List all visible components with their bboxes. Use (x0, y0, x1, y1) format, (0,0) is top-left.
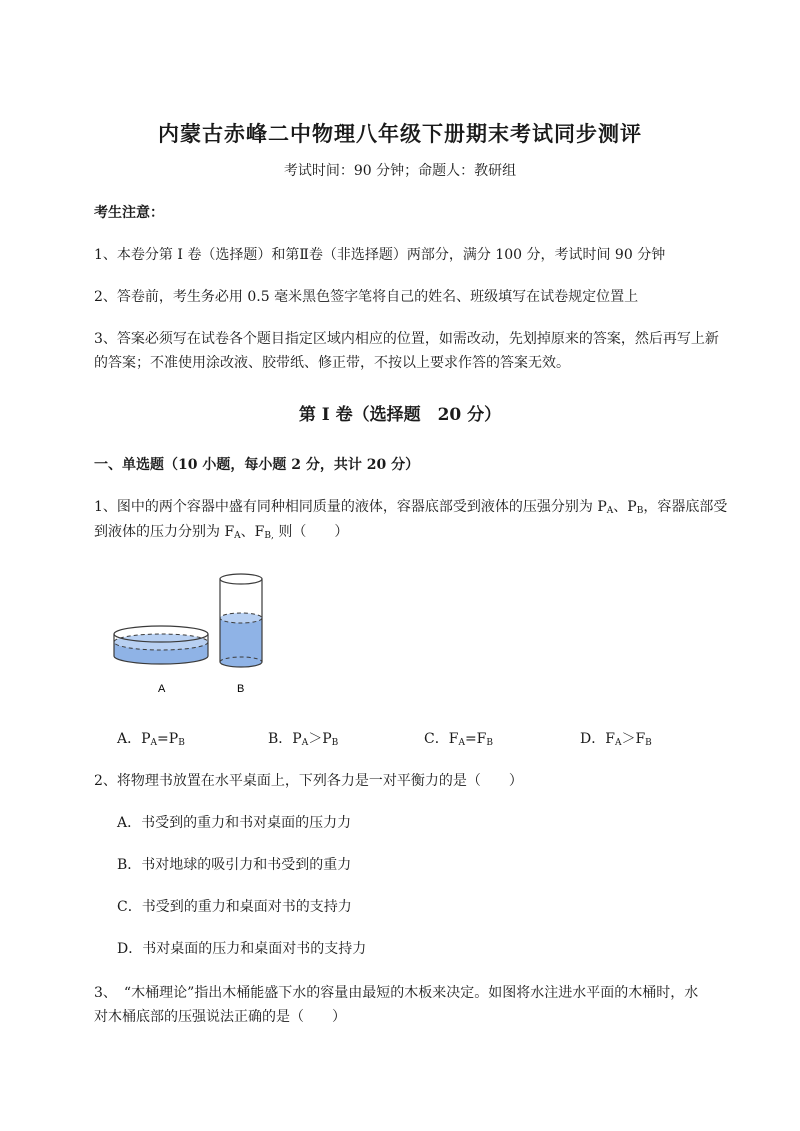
q1-option-a-text-2: =P (157, 731, 179, 747)
q1-sub-c: A (234, 531, 241, 541)
q1-text-f: 则（ ） (273, 524, 349, 540)
q1-option-d[interactable] (580, 729, 652, 749)
q1-option-d-sub-2: B (645, 738, 652, 748)
question-1-line-1 (94, 497, 754, 517)
containers-illustration (100, 570, 280, 700)
q1-sub-b: B (636, 506, 644, 516)
q1-option-c[interactable] (424, 729, 493, 749)
liquid-b (220, 618, 262, 667)
figure-label-a: A (158, 683, 166, 695)
q1-text-a: 1、图中的两个容器中盛有同种相同质量的液体，容器底部受到液体的压强分别为 P (94, 499, 607, 515)
notice-item-3: 3、答案必须写在试卷各个题目指定区域内相应的位置，如需改动，先划掉原来的答案，然后再写上新 (94, 331, 719, 347)
section-title: 第 I 卷（选择题 20 分） (298, 405, 502, 425)
q1-option-a-sub-1: A (150, 738, 158, 748)
figure-label-b: B (237, 683, 245, 695)
q1-text-d: 到液体的压力分别为 F (94, 524, 235, 540)
exam-subtitle: 考试时间：90 分钟；命题人：教研组 (283, 163, 517, 179)
q1-sub-a: A (606, 506, 614, 516)
notice-item-2: 2、答卷前，考生务必用 0.5 毫米黑色签字笔将自己的姓名、班级填写在试卷规定位置上 (94, 289, 639, 305)
q1-option-b-sub-1: A (301, 738, 309, 748)
q1-text-e: 、F (240, 524, 265, 540)
q1-sub-d: B, (264, 531, 274, 541)
q1-option-d-text-2: ＞F (621, 731, 646, 747)
q1-option-d-sub-1: A (614, 738, 622, 748)
q1-option-a-sub-2: B (178, 738, 185, 748)
question-3-line-1: 3、 “木桶理论”指出木桶能盛下水的容量由最短的木板来决定。如图将水注进水平面的木桶时，水 (94, 985, 699, 1001)
liquid-surface-b (220, 613, 262, 623)
q1-option-c-sub-1: A (458, 738, 465, 748)
q1-text-b: 、P (613, 499, 637, 515)
notice-item-1: 1、本卷分第 I 卷（选择题）和第Ⅱ卷（非选择题）两部分，满分 100 分，考试时间 90 分钟 (94, 247, 666, 263)
q1-option-c-text: C．F (424, 731, 459, 747)
question-2-stem: 2、将物理书放置在水平桌面上，下列各力是一对平衡力的是（ ） (94, 773, 523, 789)
q1-option-b-text: B．P (268, 731, 302, 747)
q2-option-b[interactable]: B．书对地球的吸引力和书受到的重力 (117, 857, 352, 873)
question-3-line-2: 对木桶底部的压强说法正确的是（ ） (94, 1009, 346, 1025)
q1-option-c-text-2: =F (464, 731, 487, 747)
q2-option-d[interactable]: D．书对桌面的压力和桌面对书的支持力 (117, 941, 367, 957)
q1-option-c-sub-2: B (486, 738, 494, 748)
q1-option-d-text: D．F (580, 731, 615, 747)
notice-item-3-cont: 的答案；不准使用涂改液、胶带纸、修正带，不按以上要求作答的答案无效。 (94, 355, 570, 371)
q1-option-a-text: A．P (117, 731, 151, 747)
q1-option-b-sub-2: B (331, 738, 339, 748)
q1-option-b-text-2: ＞P (308, 731, 332, 747)
part-heading: 一、单选题（10 小题，每小题 2 分，共计 20 分） (94, 457, 420, 473)
notice-heading: 考生注意： (94, 205, 164, 221)
q1-option-b[interactable] (268, 729, 338, 749)
q1-text-c: ，容器底部受 (643, 499, 728, 515)
containers-figure (100, 570, 280, 700)
q2-option-a[interactable]: A．书受到的重力和书对桌面的压力力 (117, 815, 352, 831)
cylinder-rim-b (220, 574, 262, 584)
question-1-line-2 (94, 522, 754, 542)
q2-option-c[interactable]: C．书受到的重力和桌面对书的支持力 (117, 899, 352, 915)
exam-title: 内蒙古赤峰二中物理八年级下册期末考试同步测评 (158, 121, 642, 146)
q1-option-a[interactable] (117, 729, 185, 749)
